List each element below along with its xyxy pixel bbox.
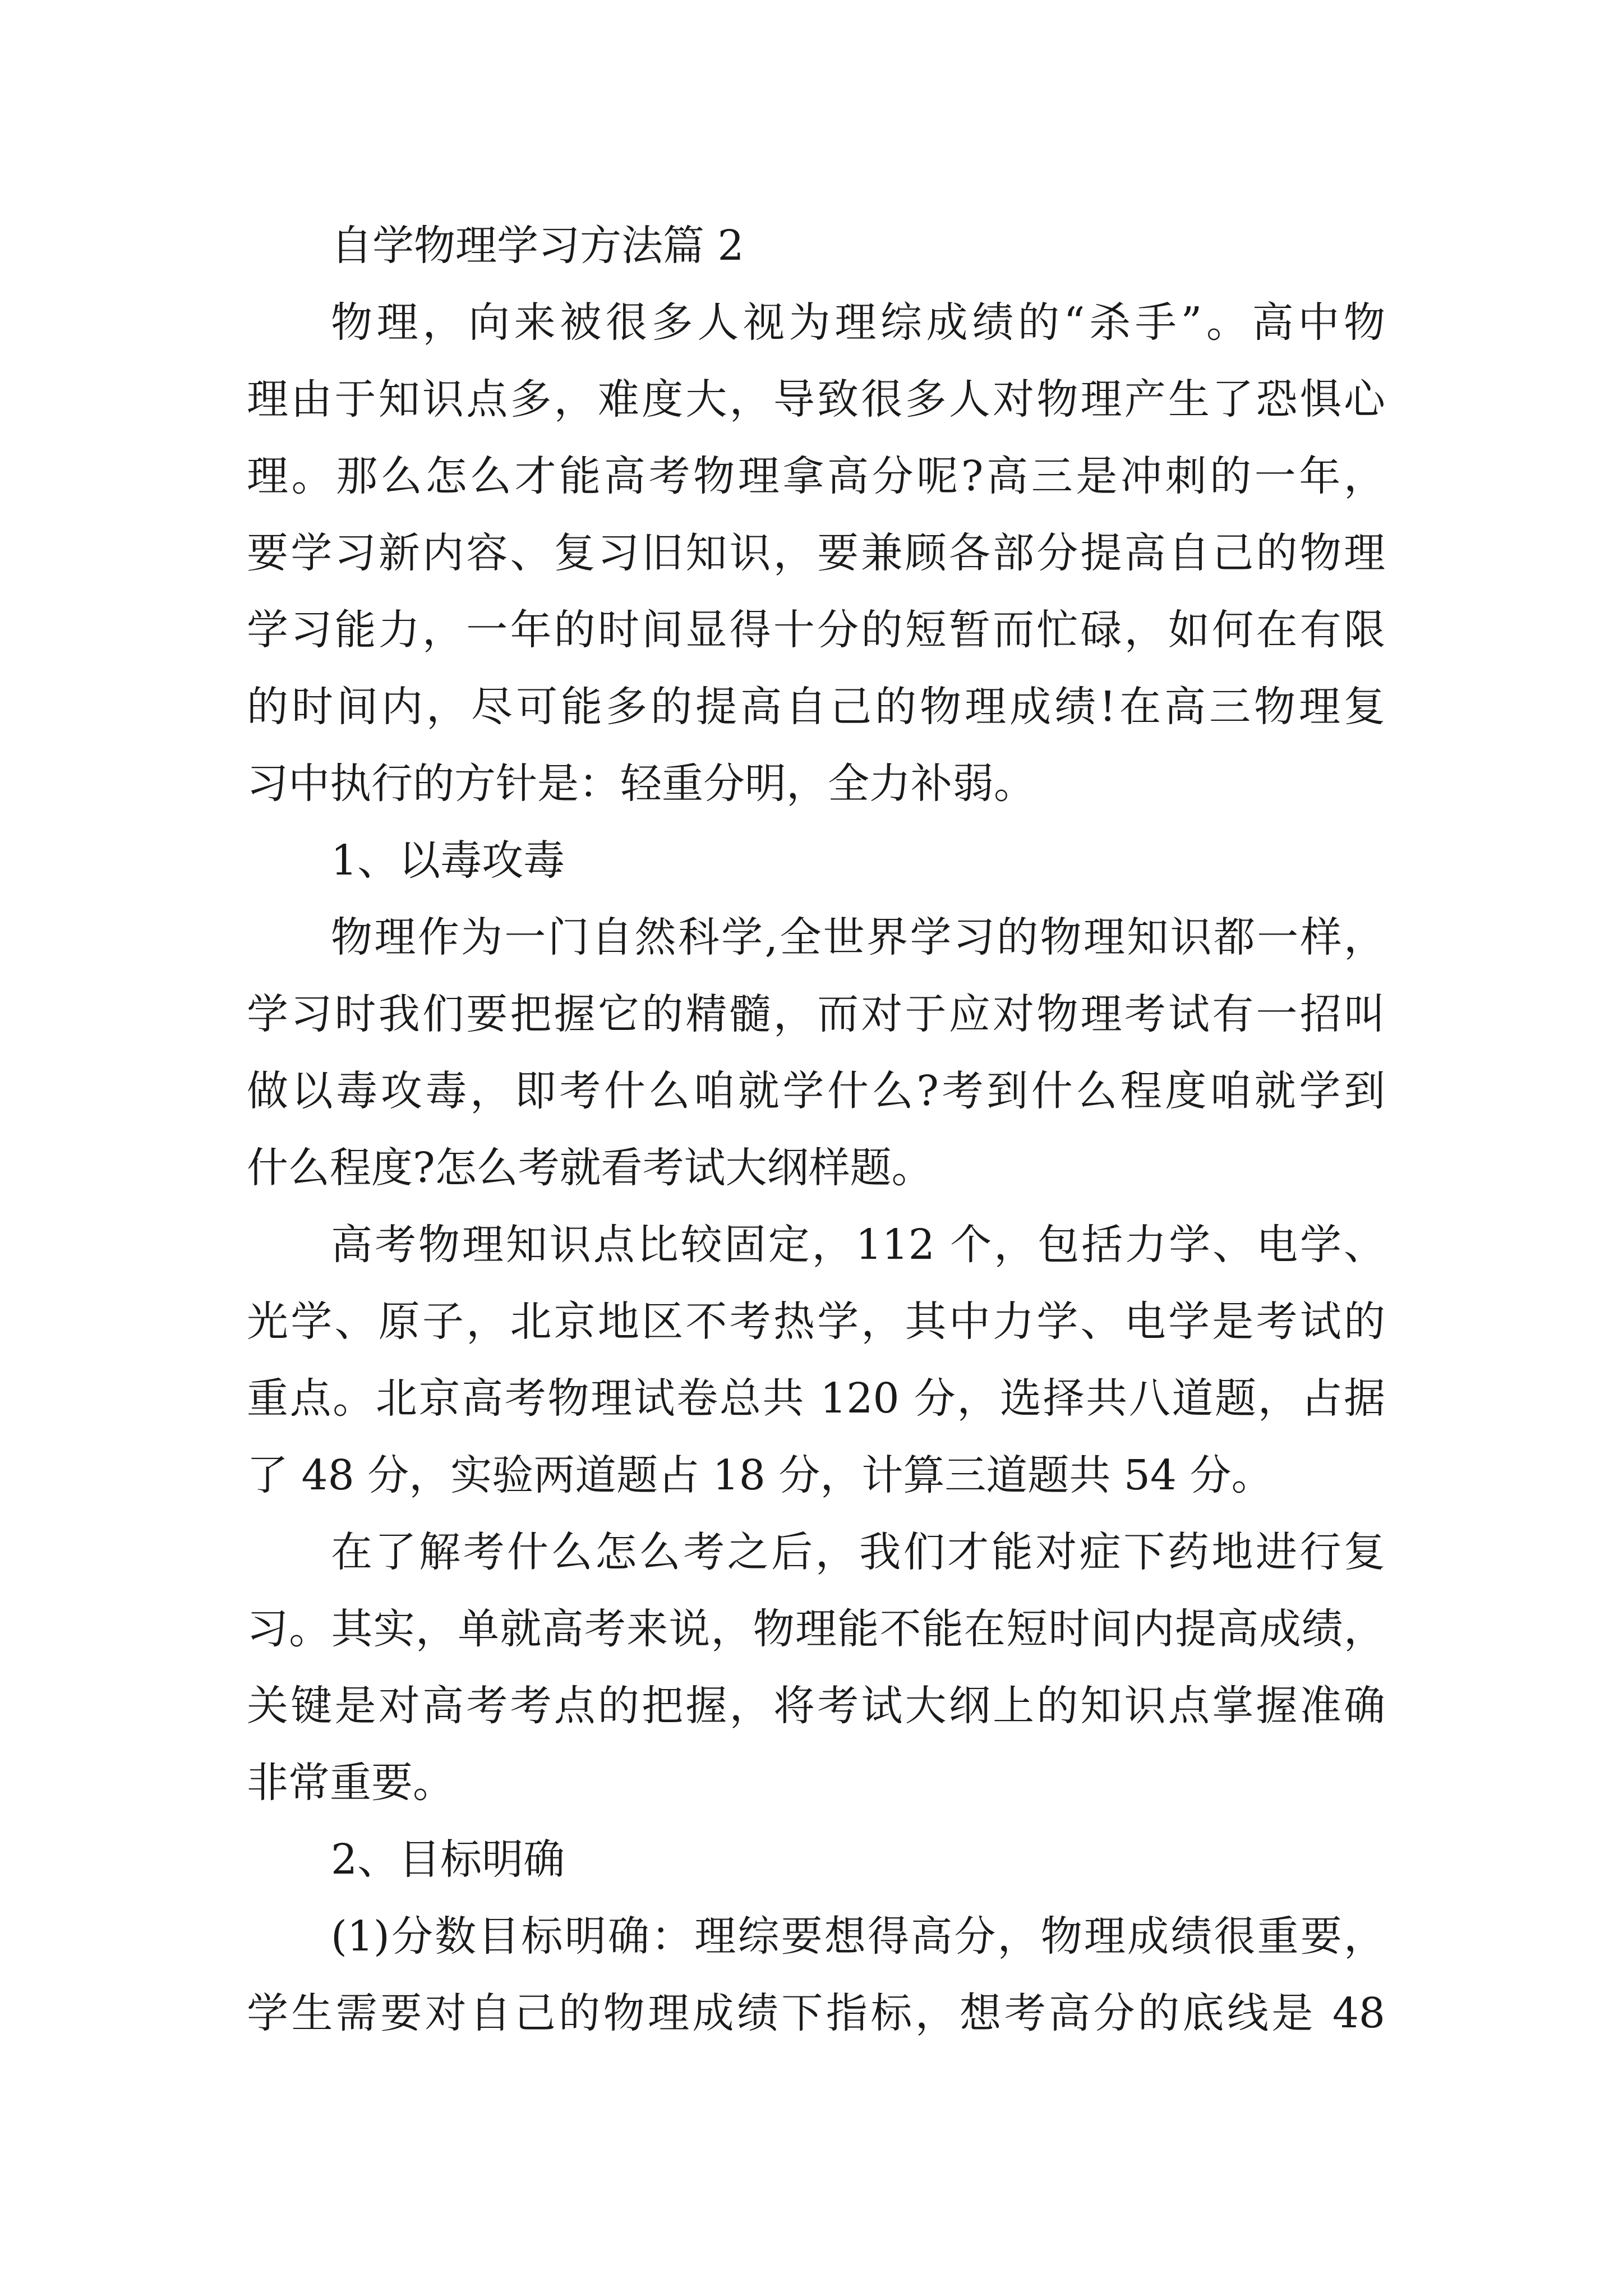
text-line: 重点。北京高考物理试卷总共 120 分，选择共八道题，占据 xyxy=(247,1374,1385,1423)
document-page xyxy=(247,208,1385,2052)
section-1-heading: 1、以毒攻毒 xyxy=(331,836,565,885)
text-line: 要学习新内容、复习旧知识，要兼顾各部分提高自己的物理 xyxy=(247,529,1385,577)
text-line: 习。其实，单就高考来说，物理能不能在短时间内提高成绩， xyxy=(247,1605,1385,1653)
document-title: 自学物理学习方法篇 2 xyxy=(331,222,744,270)
text-line: 什么程度?怎么考就看考试大纲样题。 xyxy=(247,1144,933,1192)
text-line: 学习时我们要把握它的精髓，而对于应对物理考试有一招叫 xyxy=(247,990,1385,1038)
text-line: 做以毒攻毒，即考什么咱就学什么?考到什么程度咱就学到 xyxy=(247,1067,1385,1115)
text-line: 理由于知识点多，难度大，导致很多人对物理产生了恐惧心 xyxy=(247,375,1385,424)
text-line: 在了解考什么怎么考之后，我们才能对症下药地进行复 xyxy=(331,1528,1385,1576)
section-2-paragraph-1 xyxy=(247,1898,1385,2052)
intro-paragraph xyxy=(247,284,1385,822)
text-line: 理。那么怎么才能高考物理拿高分呢?高三是冲刺的一年， xyxy=(247,452,1385,500)
text-line: (1)分数目标明确：理综要想得高分，物理成绩很重要， xyxy=(331,1912,1385,1961)
section-2-heading: 2、目标明确 xyxy=(331,1835,565,1884)
text-line: 了 48 分，实验两道题占 18 分，计算三道题共 54 分。 xyxy=(247,1451,1273,1499)
section-1-paragraph-1 xyxy=(247,899,1385,1207)
text-line: 物理作为一门自然科学,全世界学习的物理知识都一样， xyxy=(331,913,1385,961)
text-line: 高考物理知识点比较固定，112 个，包括力学、电学、 xyxy=(331,1221,1385,1269)
text-line: 非常重要。 xyxy=(247,1759,454,1807)
section-1-paragraph-2 xyxy=(247,1207,1385,1514)
section-1-paragraph-3 xyxy=(247,1514,1385,1821)
text-line: 光学、原子，北京地区不考热学，其中力学、电学是考试的 xyxy=(247,1297,1385,1346)
text-line: 关键是对高考考点的把握，将考试大纲上的知识点掌握准确 xyxy=(247,1682,1385,1730)
text-line: 学习能力，一年的时间显得十分的短暂而忙碌，如何在有限 xyxy=(247,606,1385,654)
text-line: 学生需要对自己的物理成绩下指标，想考高分的底线是 48 xyxy=(247,1989,1385,2037)
text-line: 的时间内，尽可能多的提高自己的物理成绩!在高三物理复 xyxy=(247,683,1385,731)
text-line: 物理，向来被很多人视为理综成绩的“杀手”。高中物 xyxy=(331,298,1385,347)
text-line: 习中执行的方针是：轻重分明，全力补弱。 xyxy=(247,760,1035,808)
